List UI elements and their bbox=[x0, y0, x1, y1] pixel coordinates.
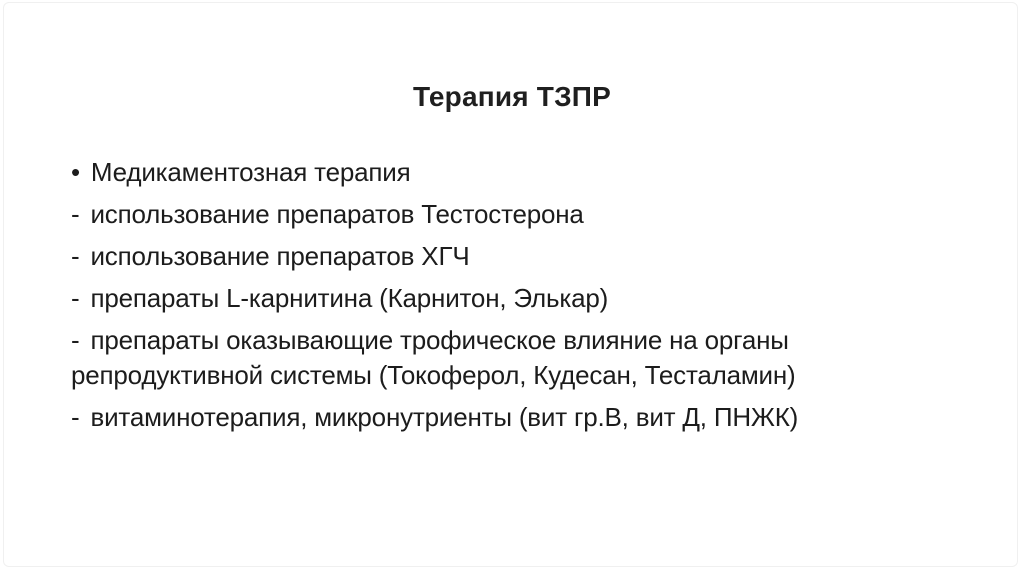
dash-marker: - bbox=[71, 241, 80, 271]
list-item-text: препараты L-карнитина (Карнитон, Элькар) bbox=[90, 283, 609, 313]
bullet-marker: • bbox=[71, 157, 80, 187]
dash-marker: - bbox=[71, 325, 80, 355]
dash-marker: - bbox=[71, 199, 80, 229]
slide-title: Терапия ТЗПР bbox=[412, 80, 612, 112]
list-item-text: Медикаментозная терапия bbox=[90, 157, 411, 187]
list-item bbox=[71, 239, 859, 274]
list-item-text: использование препаратов Тестостерона bbox=[90, 199, 584, 229]
list-item bbox=[71, 155, 859, 190]
bullet-list bbox=[71, 155, 859, 442]
list-item bbox=[71, 323, 859, 393]
list-item-text: препараты оказывающие трофическое влияние на органы репродуктивной системы (Токоферол, Кудесан, Тесталамин) bbox=[71, 325, 796, 390]
list-item bbox=[71, 400, 859, 435]
list-item-text: использование препаратов ХГЧ bbox=[90, 241, 470, 271]
list-item bbox=[71, 197, 859, 232]
dash-marker: - bbox=[71, 283, 80, 313]
list-item bbox=[71, 281, 859, 316]
dash-marker: - bbox=[71, 402, 80, 432]
list-item-text: витаминотерапия, микронутриенты (вит гр.В, вит Д, ПНЖК) bbox=[90, 402, 799, 432]
